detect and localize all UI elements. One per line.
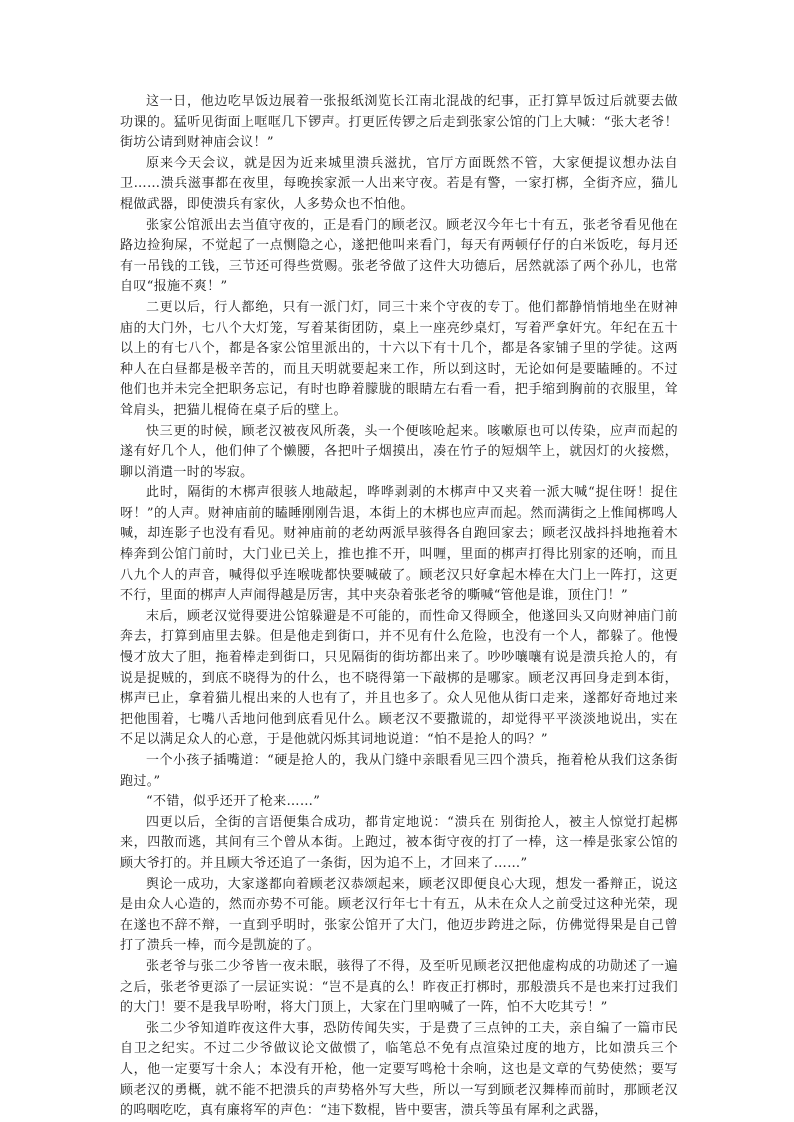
paragraph-12: 张老爷与张二少爷皆一夜未眠，骇得了不得，及至听见顾老汉把他虚构成的功勋述了一遍之后，张老爷更添了一层证实说：“岂不是真的么！昨夜正打梆时，那般溃兵不是也来打过我们的大门！要不是我早吩咐，将大门顶上，大家在门里吶喊了一阵，怕不大吃其亏！” <box>120 958 678 1016</box>
paragraph-10: 四更以后，全街的言语便集合成功，都肯定地说：“溃兵在 别街抢人，被主人惊觉打起梆来，四散而逃，其间有三个曾从本街。上跑过，被本街守夜的打了一棒，这一棒是张家公馆的顾大爷打的。并且顾大爷还追了一条街，因为追不上，才回来了……” <box>120 814 678 871</box>
paragraph-2: 原来今天会议，就是因为近来城里溃兵滋扰，官厅方面既然不管，大家便提议想办法自卫……溃兵滋事都在夜里，每晚挨家派一人出来守夜。若是有警，一家打梆，全街齐应，猫儿棍做武器，即使溃兵有家伙，人多势众也不怕他。 <box>120 155 678 212</box>
paragraph-3: 张家公馆派出去当值守夜的，正是看门的顾老汉。顾老汉今年七十有五，张老爷看见他在路边捡狗屎，不觉起了一点恻隐之心，遂把他叫来看门，每天有两顿仔仔的白米饭吃，每月还有一吊钱的工钱，三节还可得些赏赐。张老爷做了这件大功德后，居然就添了两个孙儿，也常自叹“报施不爽！” <box>120 217 678 295</box>
paragraph-7: 末后，顾老汉觉得要进公馆躲避是不可能的，而性命又得顾全，他遂回头又向财神庙门前奔去，打算到庙里去躲。但是他走到街口，并不见有什么危险，也没有一个人，都躲了。他慢慢才放大了胆，拖着棒走到街口，只见隔街的街坊都出来了。吵吵嚷嚷有说是溃兵抢人的，有说是捉贼的，到底不晓得为的什么，也不晓得第一下敲梆的是哪家。顾老汉再回身走到本街，梆声已止，拿着猫儿棍出来的人也有了，并且也多了。众人见他从街口走来，遂都好奇地过来把他围着，七嘴八舌地问他到底看见什么。顾老汉不要撒谎的，却觉得平平淡淡地说出，实在不足以满足众人的心意，于是他就闪烁其词地说道：“怕不是抢人的吗？” <box>120 608 678 748</box>
paragraph-13: 张二少爷知道昨夜这件大事，恐防传闻失实，于是费了三点钟的工夫，亲自编了一篇市民自卫之纪实。不过二少爷做议论文做惯了，临笔总不免有点渲染过度的地方，比如溃兵三个人，他一定要写十余人；本没有开枪，他一定要写鸣枪十余响，这也是文章的气势使然；要写顾老汉的勇概，就不能不把溃兵的声势格外写大些，所以一写到顾老汉舞棒而前时，那顾老汉的呜咽吃吃，真有廉将军的声色：“违下数棍，皆中要害，溃兵等虽有犀利之武器， <box>120 1020 678 1119</box>
paragraph-4: 二更以后，行人都绝，只有一派门灯，同三十来个守夜的专丁。他们都静悄悄地坐在财神庙的大门外，七八个大灯笼，写着某街团防，桌上一座亮纱桌灯，写着严拿奸宄。年纪在五十以上的有七八个，都是各家公馆里派出的，十六以下有十几个，都是各家铺子里的学徒。这两种人在白昼都是极辛苦的，而且天明就要起来工作，所以到这时，无论如何是要瞌睡的。不过他们也并未完全把职务忘记，有时也睁着朦胧的眼睛左右看一看，把手缩到胸前的衣服里，耸耸肩头，把猫儿棍倚在桌子后的壁上。 <box>120 299 678 418</box>
paragraph-1: 这一日，他边吃早饭边展着一张报纸浏览长江南北混战的纪事，正打算早饭过后就要去做功课的。猛听见街面上哐哐几下锣声。打更匠传锣之后走到张家公馆的门上大喊：“张大老爷！街坊公请到财神庙会议！” <box>120 94 678 151</box>
paragraph-11: 舆论一成功，大家遂都向着顾老汉恭颂起来，顾老汉即便良心大现，想发一番辩正，说这是由众人心造的，然而亦势不可能。顾老汉行年七十有五，从未在众人之前受过这种光荣，现在遂也不辞不辩，一直到乎明时，张家公馆开了大门，他迈步跨进之际，仿佛觉得果是自己曾打了溃兵一棒，而今是凯旋的了。 <box>120 876 678 954</box>
paragraph-6: 此时，隔街的木梆声很骇人地敲起，哗哗剥剥的木梆声中又夹着一派大喊“捉住呀！捉住呀！”的人声。财神庙前的瞌睡刚刚告退，本街上的木梆也应声而起。然而满街之上惟闻梆鸣人喊，却连影子也没有看见。财神庙前的老幼两派早骇得各自跑回家去；顾老汉战抖抖地拖着木棒奔到公馆门前时，大门业已关上，推也推不开，叫喱，里面的梆声打得比别家的还响，而且八九个人的声音，喊得似乎连喉咙都快要喊破了。顾老汉只好拿起木棒在大门上一阵打，这更不行，里面的梆声人声闹得越是厉害，其中夹杂着张老爷的嘶喊“管他是谁，顶住门！” <box>120 485 678 604</box>
document-page <box>120 92 678 1122</box>
paragraph-8: 一个小孩子插嘴道：“硬是抢人的，我从门缝中亲眼看见三四个溃兵，拖着枪从我们这条街跑过。” <box>120 753 678 789</box>
paragraph-5: 快三更的时候，顾老汉被夜风所袭，头一个便咳呛起来。咳嗽原也可以传染，应声而起的遂有好几个人，他们伸了个懒腰，各把叶子烟摸出，凑在竹子的短烟竿上，就因灯的火接燃，聊以消遣一时的岑寂。 <box>120 423 678 480</box>
paragraph-9: “不错，似乎还开了枪来……” <box>146 794 321 810</box>
